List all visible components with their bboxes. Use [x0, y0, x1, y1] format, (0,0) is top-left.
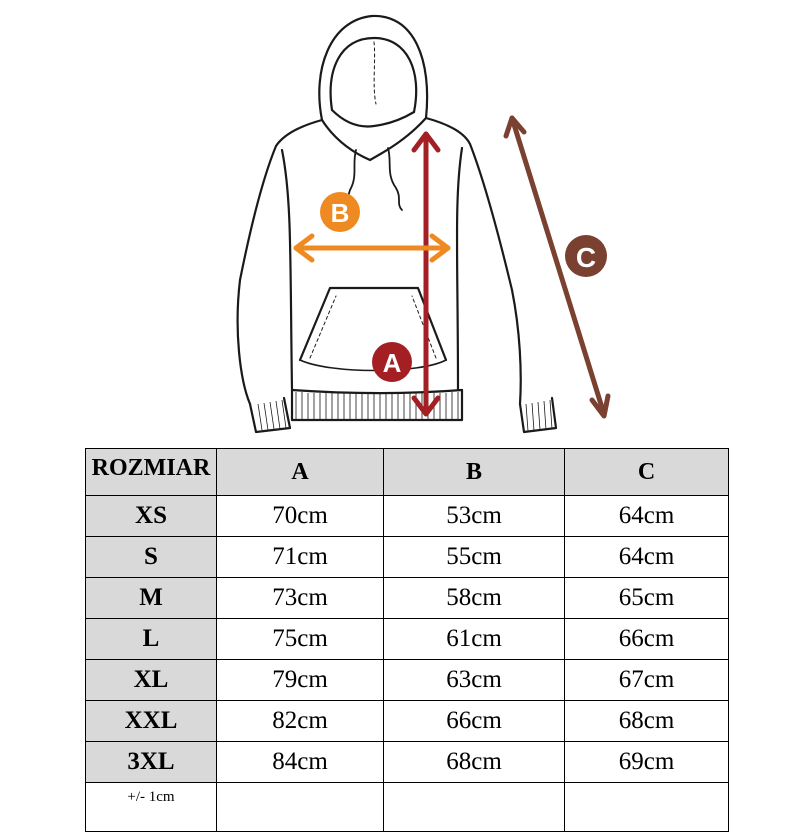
- row-c: 67cm: [565, 660, 729, 701]
- badge-c-label: C: [575, 242, 597, 273]
- row-size: 3XL: [86, 742, 217, 783]
- header-size-label: ROZMIAR: [86, 449, 217, 496]
- row-a: 73cm: [217, 578, 384, 619]
- row-c: 68cm: [565, 701, 729, 742]
- table-row: [86, 619, 729, 660]
- row-size: L: [86, 619, 217, 660]
- empty-cell: [565, 783, 729, 832]
- table-row: [86, 742, 729, 783]
- row-size: XL: [86, 660, 217, 701]
- table-row: [86, 537, 729, 578]
- row-c: 65cm: [565, 578, 729, 619]
- row-size: M: [86, 578, 217, 619]
- row-c: 64cm: [565, 496, 729, 537]
- badge-c: [565, 235, 607, 277]
- table-row: [86, 660, 729, 701]
- badge-b-label: B: [330, 198, 350, 228]
- row-b: 68cm: [384, 742, 565, 783]
- cuff-ribbing: [258, 392, 552, 431]
- row-b: 53cm: [384, 496, 565, 537]
- row-b: 66cm: [384, 701, 565, 742]
- row-size: XXL: [86, 701, 217, 742]
- row-c: 69cm: [565, 742, 729, 783]
- row-c: 64cm: [565, 537, 729, 578]
- row-a: 84cm: [217, 742, 384, 783]
- table-row: [86, 578, 729, 619]
- badge-b: [320, 192, 360, 232]
- badge-a-label: A: [382, 348, 402, 378]
- table-header-row: [86, 449, 729, 496]
- empty-cell: [217, 783, 384, 832]
- measure-a-arrow: [414, 134, 438, 414]
- table-footer-row: [86, 783, 729, 832]
- row-a: 75cm: [217, 619, 384, 660]
- table-row: [86, 496, 729, 537]
- size-table: [85, 448, 729, 832]
- row-size: XS: [86, 496, 217, 537]
- row-b: 63cm: [384, 660, 565, 701]
- tolerance-note: +/- 1cm: [86, 783, 217, 832]
- table-row: [86, 701, 729, 742]
- row-a: 70cm: [217, 496, 384, 537]
- row-a: 71cm: [217, 537, 384, 578]
- row-a: 82cm: [217, 701, 384, 742]
- row-b: 61cm: [384, 619, 565, 660]
- row-c: 66cm: [565, 619, 729, 660]
- row-b: 58cm: [384, 578, 565, 619]
- badge-a: [372, 342, 412, 382]
- header-c: C: [565, 449, 729, 496]
- header-a: A: [217, 449, 384, 496]
- empty-cell: [384, 783, 565, 832]
- row-b: 55cm: [384, 537, 565, 578]
- row-size: S: [86, 537, 217, 578]
- row-a: 79cm: [217, 660, 384, 701]
- header-b: B: [384, 449, 565, 496]
